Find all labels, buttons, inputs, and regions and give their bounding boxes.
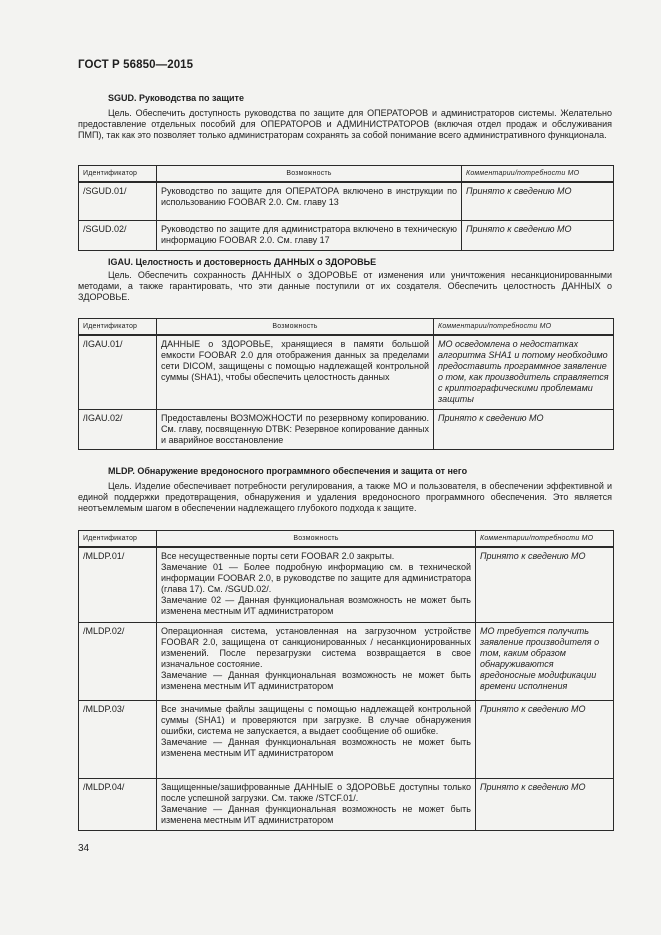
row-comment: МО требуется получить заявление производителя о том, каким образом обнаруживаются вредоносные модификации времени исполнения — [476, 622, 614, 700]
page-number: 34 — [78, 843, 90, 854]
row-capability: Операционная система, установленная на загрузочном устройстве FOOBAR 2.0, защищена от санкционированных / несанкционированных изменений. После перезагрузки система возвращается в свое изначальное состояние. Замечание — Данная функциональная возможность не может быть изменена местным ИТ администратором — [157, 622, 476, 700]
column-header-comment: Комментарии/потребности МО — [476, 531, 614, 548]
row-comment: Принято к сведению МО — [462, 182, 614, 220]
table-igau — [78, 318, 614, 450]
row-id: /MLDP.01/ — [79, 547, 157, 622]
row-comment: Принято к сведению МО — [476, 778, 614, 830]
row-capability: ДАННЫЕ о ЗДОРОВЬЕ, хранящиеся в памяти большой емкости FOOBAR 2.0 для отображения данных за пределами сети DICOM, защищены с помощью надлежащей контрольной суммы (SHA1), чтобы обеспечить целостность данных — [157, 335, 434, 409]
section-title-sgud: SGUD. Руководства по защите — [108, 93, 244, 103]
table-row — [79, 622, 614, 700]
table-row — [79, 335, 614, 409]
row-capability: Предоставлены ВОЗМОЖНОСТИ по резервному копированию. См. главу, посвященную DTBK: Резервное копирование данных и аварийное восстановление — [157, 409, 434, 449]
table-row — [79, 182, 614, 220]
row-id: /MLDP.04/ — [79, 778, 157, 830]
table-mldp — [78, 530, 614, 831]
section-title-igau: IGAU. Целостность и достоверность ДАННЫХ о ЗДОРОВЬЕ — [108, 257, 377, 267]
column-header-id: Идентификатор — [79, 531, 157, 548]
table-row — [79, 409, 614, 449]
row-capability: Все значимые файлы защищены с помощью надлежащей контрольной суммы (SHA1) и проверяются при загрузке. В случае обнаружения ошибки, система не запускается, а выдает сообщение об ошибке. Замечание — Данная функциональная возможность не может быть изменена местным ИТ администратором — [157, 700, 476, 778]
row-capability: Руководство по защите для администратора включено в техническую информацию FOOBAR 2.0. См. главу 17 — [157, 220, 462, 250]
row-id: /SGUD.02/ — [79, 220, 157, 250]
row-id: /MLDP.03/ — [79, 700, 157, 778]
column-header-id: Идентификатор — [79, 319, 157, 336]
table-row — [79, 547, 614, 622]
row-comment: Принято к сведению МО — [434, 409, 614, 449]
column-header-comment: Комментарии/потребности МО — [434, 319, 614, 336]
table-sgud — [78, 165, 614, 251]
column-header-id: Идентификатор — [79, 166, 157, 183]
column-header-capability: Возможность — [157, 166, 462, 183]
row-comment: Принято к сведению МО — [476, 700, 614, 778]
row-comment: МО осведомлена о недостатках алгоритма SHA1 и потому необходимо предоставить программное заявление о том, как производитель справляется с криптографическими проблемами защиты — [434, 335, 614, 409]
table-row — [79, 778, 614, 830]
row-capability: Защищенные/зашифрованные ДАННЫЕ о ЗДОРОВЬЕ доступны только после успешной загрузки. См. также /STCF.01/. Замечание — Данная функциональная возможность не может быть изменена местным ИТ администратором — [157, 778, 476, 830]
row-id: /IGAU.01/ — [79, 335, 157, 409]
row-comment: Принято к сведению МО — [476, 547, 614, 622]
column-header-capability: Возможность — [157, 319, 434, 336]
row-capability: Все несущественные порты сети FOOBAR 2.0 закрыты. Замечание 01 — Более подробную информацию см. в технической информации FOOBAR 2.0, в руководстве по защите для администратора (глава 17). См. /SGUD.02/. Замечание 02 — Данная функциональная возможность не может быть изменена местным ИТ администратором — [157, 547, 476, 622]
row-id: /SGUD.01/ — [79, 182, 157, 220]
section-paragraph-igau: Цель. Обеспечить сохранность ДАННЫХ о ЗДОРОВЬЕ от изменения или уничтожения несанкционированными методами, а также гарантировать, что эти данные поступили от их создателя. Обеспечить целостность ДАННЫХ о ЗДОРОВЬЕ. — [78, 270, 612, 303]
section-title-mldp: MLDP. Обнаружение вредоносного программного обеспечения и защита от него — [108, 466, 468, 476]
column-header-comment: Комментарии/потребности МО — [462, 166, 614, 183]
row-id: /IGAU.02/ — [79, 409, 157, 449]
column-header-capability: Возможность — [157, 531, 476, 548]
row-id: /MLDP.02/ — [79, 622, 157, 700]
document-header: ГОСТ Р 56850—2015 — [78, 59, 194, 71]
section-paragraph-mldp: Цель. Изделие обеспечивает потребности регулирования, а также МО и пользователя, в обеспечении эффективной и единой поддержки предотвращения, обнаружения и удаления вредоносного программного обеспечения. Это является неотъемлемым шагом в обеспечении надлежащего глубокого подхода к защите. — [78, 481, 612, 514]
row-capability: Руководство по защите для ОПЕРАТОРА включено в инструкции по использованию FOOBAR 2.0. См. главу 13 — [157, 182, 462, 220]
section-paragraph-sgud: Цель. Обеспечить доступность руководства по защите для ОПЕРАТОРОВ и администраторов системы. Желательно предоставление отдельных пособий для ОПЕРАТОРОВ и АДМИНИСТРАТОРОВ (включая отдел продаж и обслуживания ПМП), так как это позволяет только администраторам сохранять за собой понимание всего административного функционала. — [78, 108, 612, 141]
table-row — [79, 220, 614, 250]
table-row — [79, 700, 614, 778]
row-comment: Принято к сведению МО — [462, 220, 614, 250]
